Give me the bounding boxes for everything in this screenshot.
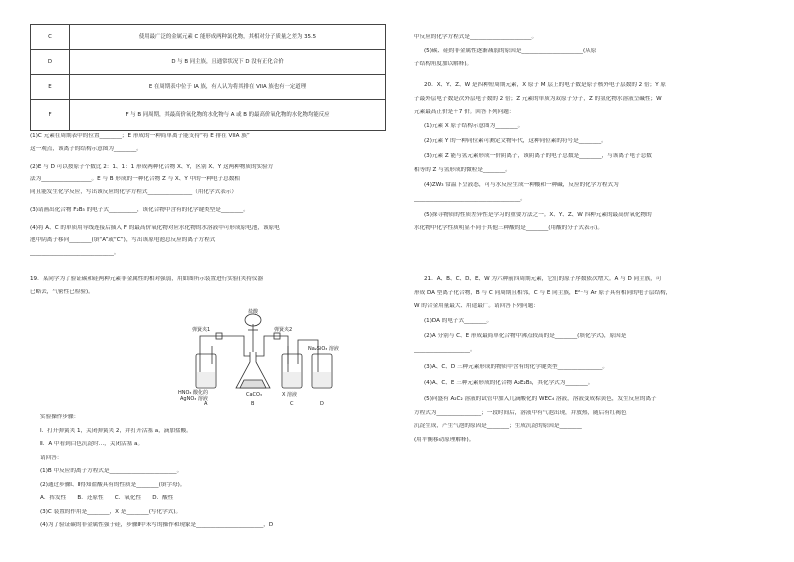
- left-column: [30, 24, 386, 528]
- text-line: 子最外层电子数是次外层电子数的 2 倍；Z 元素的单质为双原子分子，Z 的氢化物水溶液呈碱性；W: [414, 95, 662, 102]
- text-line: 请回答：: [40, 454, 63, 461]
- diagram-label: 弹簧夹1: [192, 327, 211, 333]
- text-line: ______________________________。: [30, 249, 120, 256]
- text-line: 21．A、B、C、D、E、W 为六种前四周期元素，它们的原子序数依次增大。A 与 D 同主族，可: [424, 276, 662, 282]
- text-line: (1)B 中反应的离子方程式是________________________。: [40, 468, 183, 474]
- text-line: W 的合金用量最大、用途最广。请回答下列问题：: [414, 303, 539, 309]
- text-line: (4)A、C、E 三种元素形成的化合物 A₂E₂B₃，其化学式为________。: [424, 380, 594, 386]
- question-20: [414, 82, 770, 239]
- diagram-letter: B: [251, 401, 255, 406]
- text-line: (4)ZW₃ 常温下呈液态，可与水反应生成一种酸和一种碱，反应的化学方程式为: [424, 181, 619, 188]
- text-line: 实验操作步骤：: [40, 414, 80, 420]
- text-line: 相等的 Z 与氢形成的微粒是________。: [414, 166, 511, 173]
- row-key: E: [31, 75, 70, 100]
- text-line: (用平衡移动原理解释)。: [414, 436, 475, 443]
- text-line: (1)元素 X 原子结构示意图为________。: [424, 123, 524, 129]
- diagram-letter: C: [290, 401, 294, 406]
- text-line: 中反应的化学方程式是______________________。: [414, 34, 538, 40]
- text-line: (5)向盛有 A₂C₂ 溶液的试管中加入几滴酸化的 WEC₄ 溶液，溶液变成棕黄色，发生反应的离子: [424, 396, 657, 402]
- diagram-label: 弹簧夹2: [274, 327, 293, 333]
- text-line: Ⅰ．打开弹簧夹 1，关闭弹簧夹 2，并打开活塞 a，滴加盐酸。: [40, 427, 192, 434]
- text-line: 同且能发生化学反应，写出该反应的化学方程式________________（用化学式表示）: [30, 188, 237, 195]
- text-line: 法为__________________。E 与 B 形成的一种化合物 Z 与 X、Y 中的一种电子总数相: [30, 176, 240, 182]
- text-line: A．挥发性 B．还原性 C．氧化性 D．酸性: [40, 495, 174, 501]
- diagram-label: CaCO₃: [246, 392, 262, 398]
- row-key: D: [31, 50, 70, 75]
- text-line: (2)E 与 D 可以按原子个数比 2：1、1：1 形成两种化合物 X、Y，区别 X、Y 这两种物质的实验方: [30, 163, 274, 170]
- row-text: D 与 B 同主族，且通常状况下 D 没有正化合价: [70, 50, 386, 75]
- text-line: (1)C 元素在周期表中的位置________；E 形成的一种简单离子能支持“将 E 排在 VIIA 族”: [30, 133, 250, 139]
- text-line: 这一观点，该离子的结构示意图为________。: [30, 145, 142, 152]
- row-text: 使用最广泛的金属元素 C 能形成两种氯化物，其相对分子质量之差为 35.5: [70, 25, 386, 50]
- text-line: 20．X、Y、Z、W 是四种短周期元素，X 原子 M 层上的电子数是原子核外电子层数的 2 倍；Y 原: [424, 82, 666, 88]
- row-text: E 在周期表中位于 IA 族，有人认为将其排在 VIIA 族也有一定道理: [70, 75, 386, 100]
- text-line: (4)将 A、C 的单质用导线连接后插入 F 的最高价氧化物对应水化物的水溶液中可形成原电池，该原电: [30, 224, 280, 231]
- diagram-letter: A: [204, 401, 208, 406]
- question-19-continued: [414, 34, 770, 74]
- table-row: [31, 50, 386, 75]
- text-line: 19．某同学为了验证碳和硅两种元素非金属性的相对强弱，用如图所示装置进行实验(夹持仪器: [30, 276, 264, 282]
- text-line: (5)碳、硅的非金属性逐渐减弱的原因是______________________(从原: [424, 48, 597, 54]
- element-info-table: [30, 24, 386, 131]
- text-line: 水化物中化学性质明显不同于其他三种酸的是________(用酸的分子式表示)。: [414, 225, 603, 231]
- diagram-label: X 溶液: [282, 392, 298, 398]
- text-line: ____________________。: [414, 347, 476, 353]
- table-row: [31, 25, 386, 50]
- question-19-stem: [30, 276, 386, 302]
- text-line: ______________________________________。: [414, 195, 526, 202]
- diagram-label: HNO₃ 酸化的: [178, 390, 209, 396]
- question-19-steps: [30, 414, 386, 536]
- row-key: C: [31, 25, 70, 50]
- text-line: (2)通过步骤Ⅰ、Ⅱ得知盐酸具有的性质是________(填字母)。: [40, 481, 186, 488]
- diagram-label: Na₂SiO₃ 溶液: [308, 346, 339, 352]
- diagram-letter: D: [320, 401, 324, 406]
- text-line: (2)A 分别与 C、E 形成最简单化合物中沸点较高的是________(填化学式)，原因是: [424, 333, 627, 339]
- text-line: 方程式为________________；一段时间后，溶液中有气泡出现，并放热，随后有红褐色: [414, 409, 627, 416]
- row-text: F 与 B 同周期，其最高价氧化物的水化物与 A 或 B 的最高价氧化物的水化物均能反应: [70, 100, 386, 131]
- text-line: 池中阴离子移向________(填“A”或“C”)，写出该原电池总反应的离子方程式: [30, 237, 216, 243]
- question-18-parts: [30, 133, 386, 262]
- text-line: (3)C 装置的作用是________，X 是________(写化学式)。: [40, 508, 182, 515]
- diagram-label: 盐酸: [248, 309, 259, 315]
- question-21: [414, 276, 770, 450]
- text-line: 已略去，气密性已检验)。: [30, 289, 94, 295]
- table-row: [31, 75, 386, 100]
- diagram-label: AgNO₃ 溶液: [180, 396, 208, 402]
- text-line: (2)元素 Y 的一种同位素可测定文物年代，这种同位素的符号是________。: [424, 138, 607, 144]
- text-line: 形成 DA 型离子化合物，B 与 C 同周期且相邻，C 与 E 同主族，E²⁻与 Ar 原子具有相同的电子层结构，: [414, 289, 672, 296]
- text-line: (1)DA 的电子式________。: [424, 318, 493, 324]
- text-line: (5)探寻物质的性质差异性是学习的重要方法之一。X、Y、Z、W 四种元素的最高价氧化物的: [424, 211, 652, 218]
- text-line: (3)请画出化合物 F₂B₃ 的电子式__________，该化合物中含有的化学键类型是________。: [30, 206, 249, 213]
- row-key: F: [31, 100, 70, 131]
- text-line: Ⅱ．A 中看到白色沉淀时…，关闭活塞 a。: [40, 441, 144, 447]
- text-line: 沉淀生成，产生气泡的原因是________；生成沉淀的原因是________: [414, 423, 582, 429]
- text-line: (3)元素 Z 能与氢元素形成一价阴离子，该阴离子的电子总数是________，与该离子电子总数: [424, 153, 652, 159]
- text-line: (4)为了验证碳的非金属性强于硅，步骤Ⅱ中未写的操作和现象是________________________，D: [40, 522, 274, 528]
- text-line: (3)A、C、D 三种元素形成的物质中含有的化学键类型________________。: [424, 364, 608, 370]
- table-row: [31, 100, 386, 131]
- text-line: 子结构角度加以解释)。: [414, 61, 473, 67]
- experiment-apparatus-diagram: [178, 306, 350, 406]
- text-line: 元素最高正价是＋7 价。回答下列问题：: [414, 109, 515, 115]
